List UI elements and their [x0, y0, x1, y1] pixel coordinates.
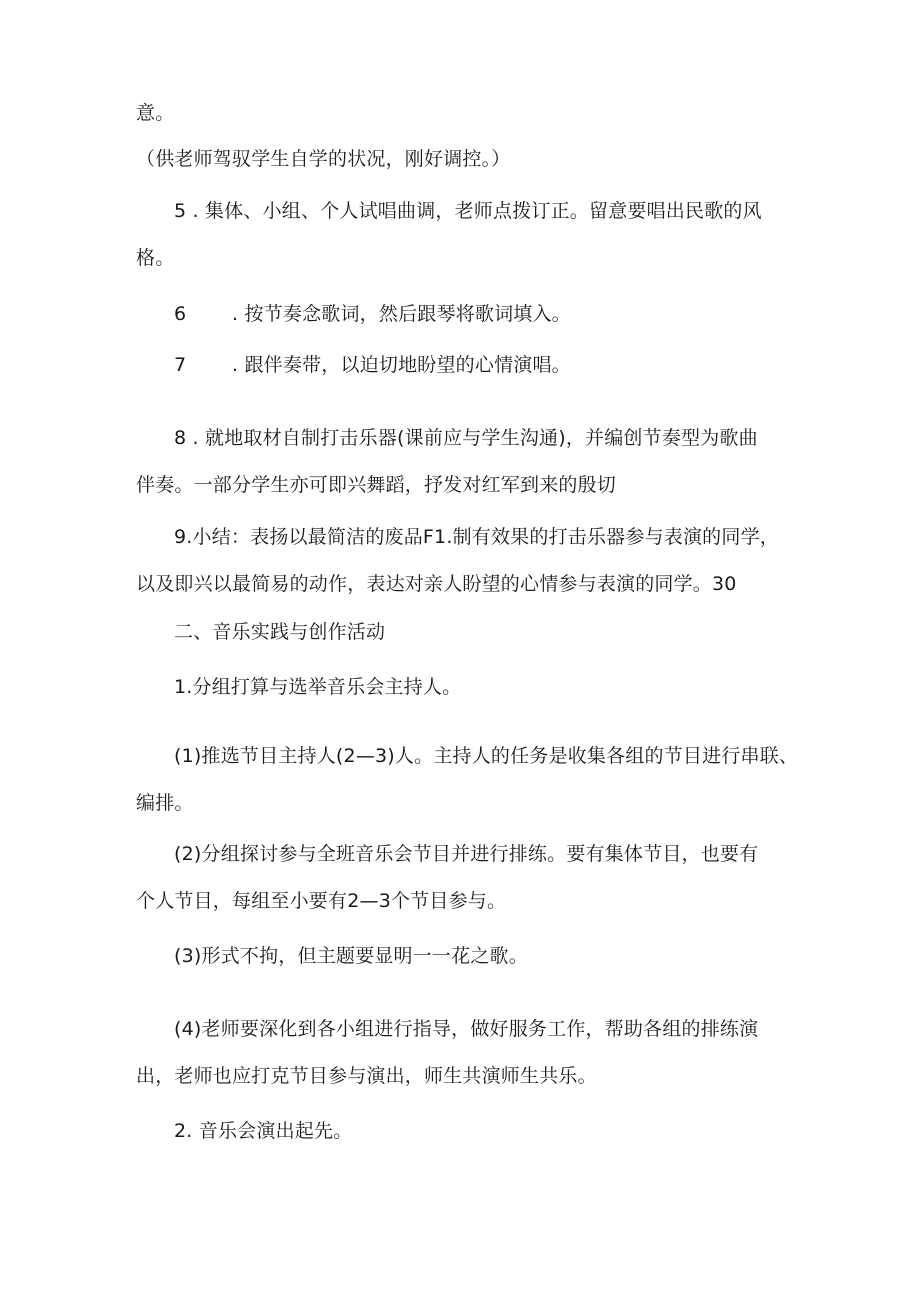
list-number: 7: [174, 354, 187, 376]
sub-item-3: (3)形式不拘，但主题要显明一一花之歌。: [174, 945, 528, 967]
list-text: . 跟伴奏带，以迫切地盼望的心情演唱。: [232, 354, 571, 376]
text-line: 出，老师也应打克节目参与演出，师生共演师生共乐。: [136, 1065, 597, 1087]
text-line: 意。: [136, 102, 175, 124]
sub-item-1: (1)推选节目主持人(2—3)人。主持人的任务是收集各组的节目进行串联、: [174, 745, 799, 767]
sub-item-2: (2)分组探讨参与全班音乐会节目并进行排练。要有集体节目，也要有: [174, 843, 759, 865]
text-line: 格。: [136, 247, 175, 269]
text-line: 个人节目，每组至小要有2—3个节目参与。: [136, 890, 507, 912]
list-item-1: 1.分组打算与选举音乐会主持人。: [174, 676, 462, 698]
sub-item-4: (4)老师要深化到各小组进行指导，做好服务工作，帮助各组的排练演: [174, 1018, 759, 1040]
list-item-7: [174, 353, 571, 377]
list-item-8: 8 . 就地取材自制打击乐器(课前应与学生沟通)，并编创节奏型为歌曲: [174, 427, 758, 449]
text-line: 伴奏。一部分学生亦可即兴舞蹈，抒发对红军到来的殷切: [136, 474, 617, 496]
text-line: 以及即兴以最简易的动作，表达对亲人盼望的心情参与表演的同学。30: [136, 573, 737, 595]
list-number: 6: [174, 303, 187, 325]
text-line: （供老师驾驭学生自学的状况，刚好调控。）: [136, 148, 511, 170]
list-item-5: 5 . 集体、小组、个人试唱曲调，老师点拨订正。留意要唱出民歌的风: [174, 200, 762, 222]
list-text: . 按节奏念歌词，然后跟琴将歌词填入。: [232, 303, 571, 325]
summary-line: 9.小结：表扬以最简洁的废品F1.制有效果的打击乐器参与表演的同学，: [174, 526, 779, 548]
list-item-2: 2. 音乐会演出起先。: [174, 1120, 353, 1142]
section-heading: 二、音乐实践与创作活动: [174, 621, 386, 643]
text-line: 编排。: [136, 792, 194, 814]
list-item-6: [174, 302, 571, 326]
